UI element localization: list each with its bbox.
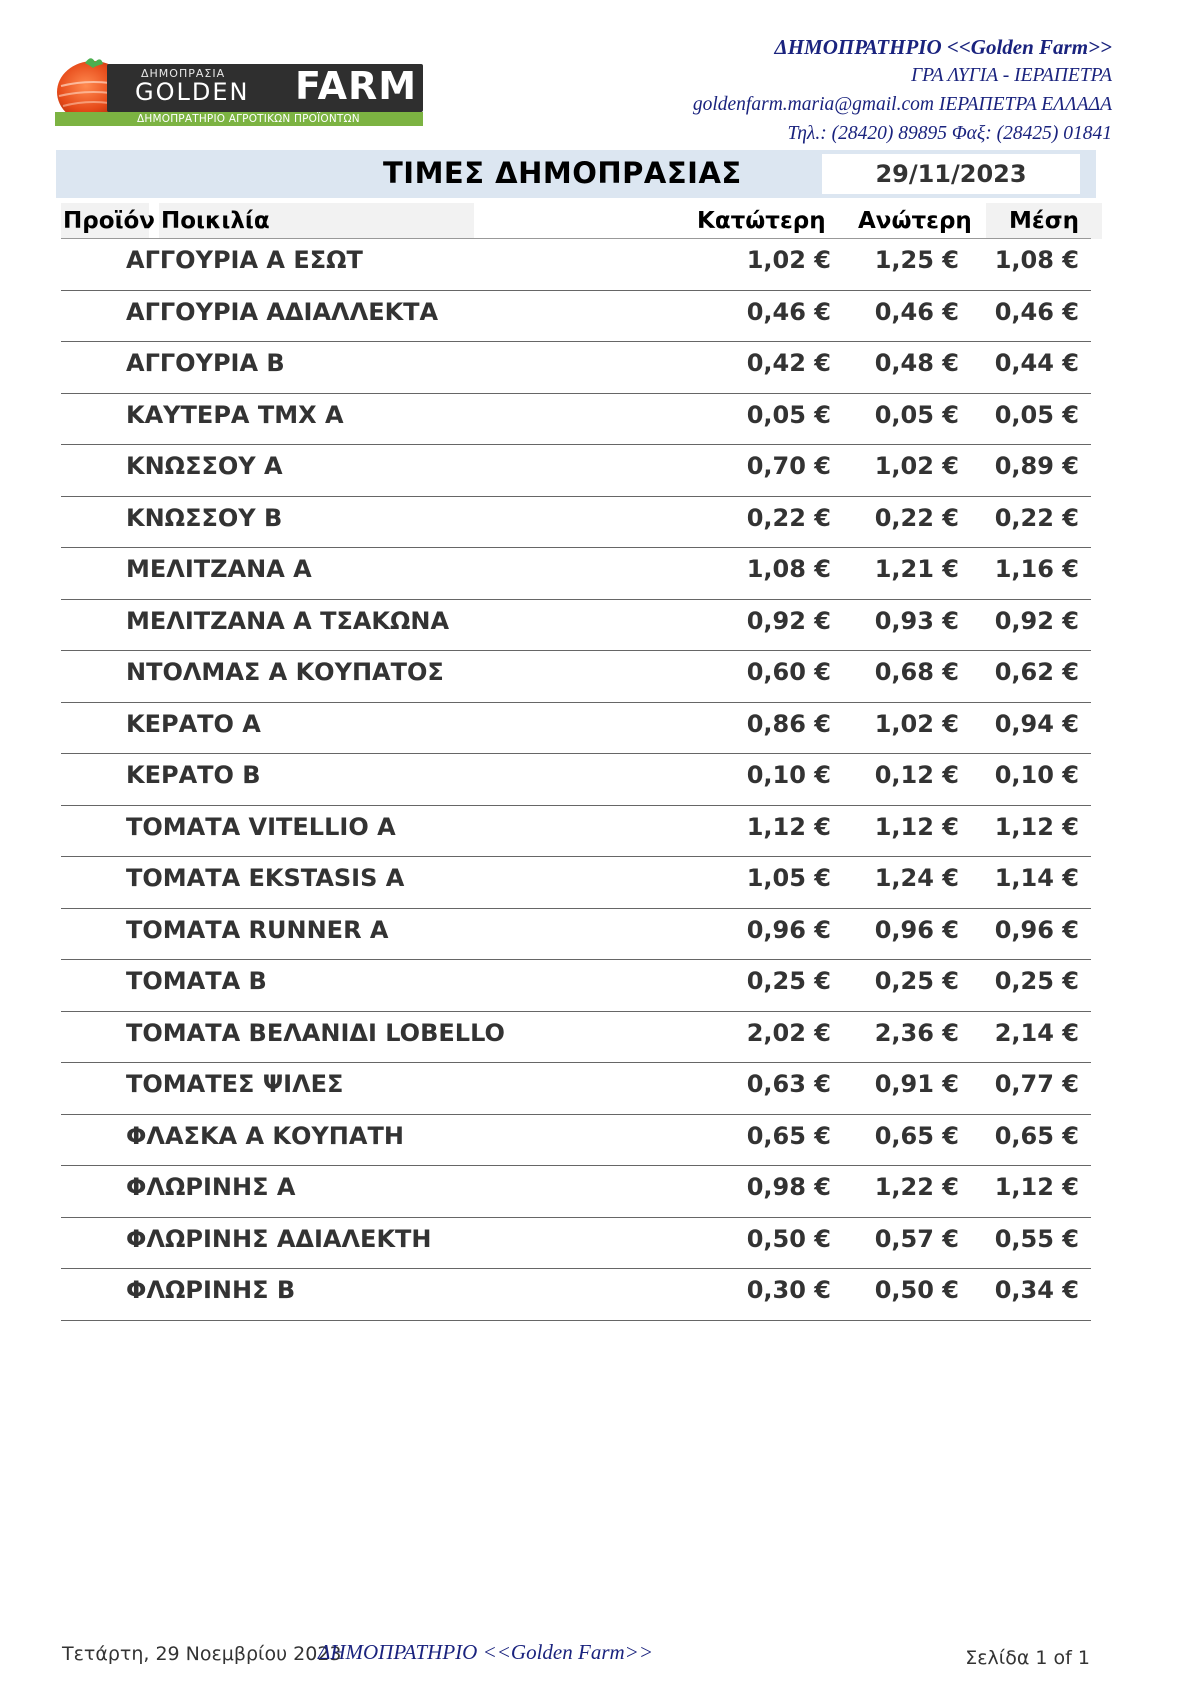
price-low: 0,05 € <box>746 400 831 429</box>
price-high: 1,24 € <box>874 864 959 892</box>
table-row <box>61 1012 1091 1064</box>
table-row <box>61 960 1091 1012</box>
table-row <box>61 548 1091 600</box>
product-name: ΤΟΜΑΤΑ Β <box>126 967 267 995</box>
price-avg: 0,44 € <box>994 349 1079 377</box>
product-name: ΑΓΓΟΥΡΙΑ Β <box>126 349 285 377</box>
table-row <box>61 497 1091 549</box>
table-row <box>61 651 1091 703</box>
price-low: 0,25 € <box>746 967 831 995</box>
product-name: ΤΟΜΑΤΑ EKSTASIS A <box>126 864 405 892</box>
price-high: 0,22 € <box>874 503 959 532</box>
table-row <box>61 1063 1091 1115</box>
price-low: 0,65 € <box>746 1121 831 1150</box>
footer-date: Τετάρτη, 29 Νοεμβρίου 2023 <box>62 1643 342 1665</box>
table-row <box>61 703 1091 755</box>
product-name: ΜΕΛΙΤΖΑΝΑ Α <box>126 555 312 583</box>
price-low: 0,46 € <box>746 297 831 326</box>
price-low: 0,70 € <box>746 452 831 480</box>
price-high: 0,65 € <box>874 1121 959 1150</box>
table-row <box>61 239 1091 291</box>
price-high: 0,93 € <box>874 606 959 635</box>
table-row <box>61 1115 1091 1167</box>
product-name: ΚΕΡΑΤΟ Α <box>126 709 261 738</box>
price-low: 0,63 € <box>746 1070 831 1098</box>
product-name: ΚΝΩΣΣΟΥ Β <box>126 503 283 532</box>
price-low: 0,42 € <box>746 349 831 377</box>
product-name: ΦΛΑΣΚΑ Α ΚΟΥΠΑΤΗ <box>126 1121 404 1150</box>
price-high: 0,50 € <box>874 1276 959 1304</box>
table-row <box>61 806 1091 858</box>
table-row <box>61 1166 1091 1218</box>
product-name: ΚΝΩΣΣΟΥ Α <box>126 452 283 480</box>
price-high: 0,96 € <box>874 915 959 944</box>
logo-farm-word: FARM <box>295 64 418 108</box>
price-avg: 1,12 € <box>994 812 1079 841</box>
price-avg: 2,14 € <box>994 1018 1079 1047</box>
table-row <box>61 1269 1091 1321</box>
price-low: 0,50 € <box>746 1224 831 1253</box>
auction-date: 29/11/2023 <box>822 154 1080 194</box>
price-low: 1,08 € <box>746 555 831 583</box>
price-avg: 0,34 € <box>994 1276 1079 1304</box>
page-title: ΤΙΜΕΣ ΔΗΜΟΠΡΑΣΙΑΣ <box>383 156 742 190</box>
product-name: ΑΓΓΟΥΡΙΑ Α ΕΣΩΤ <box>126 246 363 274</box>
price-low: 0,86 € <box>746 709 831 738</box>
price-avg: 1,16 € <box>994 555 1079 583</box>
product-name: ΤΟΜΑΤΑ ΒΕΛΑΝΙΔΙ LOBELLO <box>126 1018 505 1047</box>
price-table <box>61 239 1091 1321</box>
price-high: 1,02 € <box>874 452 959 480</box>
price-low: 1,05 € <box>746 864 831 892</box>
company-phones: Τηλ.: (28420) 89895 Φαξ: (28425) 01841 <box>787 123 1112 144</box>
price-high: 0,46 € <box>874 297 959 326</box>
price-high: 1,21 € <box>874 555 959 583</box>
product-name: ΦΛΩΡΙΝΗΣ Α <box>126 1173 296 1201</box>
price-avg: 0,62 € <box>994 658 1079 686</box>
price-high: 0,05 € <box>874 400 959 429</box>
product-name: ΝΤΟΛΜΑΣ Α ΚΟΥΠΑΤΟΣ <box>126 658 444 686</box>
product-name: ΜΕΛΙΤΖΑΝΑ Α ΤΣΑΚΩΝΑ <box>126 606 450 635</box>
price-avg: 0,46 € <box>994 297 1079 326</box>
price-low: 2,02 € <box>746 1018 831 1047</box>
price-low: 0,96 € <box>746 915 831 944</box>
price-high: 2,36 € <box>874 1018 959 1047</box>
price-avg: 0,05 € <box>994 400 1079 429</box>
product-name: ΦΛΩΡΙΝΗΣ Β <box>126 1276 296 1304</box>
price-high: 0,57 € <box>874 1224 959 1253</box>
logo-top-word: ΔΗΜΟΠΡΑΣΙΑ <box>141 67 226 80</box>
price-high: 1,22 € <box>874 1173 959 1201</box>
price-avg: 1,14 € <box>994 864 1079 892</box>
company-email: goldenfarm.maria@gmail.com ΙΕΡΑΠΕΤΡΑ ΕΛΛΑΔΑ <box>692 94 1112 115</box>
price-avg: 0,96 € <box>994 915 1079 944</box>
company-logo <box>55 48 423 126</box>
price-avg: 0,55 € <box>994 1224 1079 1253</box>
price-high: 1,25 € <box>874 246 959 274</box>
company-address: ΓΡΑ ΛΥΓΙΑ - ΙΕΡΑΠΕΤΡΑ <box>911 65 1112 86</box>
product-name: ΤΟΜΑΤΑ VITELLIO A <box>126 812 396 841</box>
price-high: 1,02 € <box>874 709 959 738</box>
price-high: 0,68 € <box>874 658 959 686</box>
price-avg: 1,12 € <box>994 1173 1079 1201</box>
price-avg: 0,25 € <box>994 967 1079 995</box>
company-info <box>693 33 1112 148</box>
price-low: 0,92 € <box>746 606 831 635</box>
price-low: 0,10 € <box>746 761 831 789</box>
product-name: ΚΑΥΤΕΡΑ ΤΜΧ Α <box>126 400 344 429</box>
table-row <box>61 754 1091 806</box>
table-row <box>61 342 1091 394</box>
footer-company: ΔΗΜΟΠΡΑΤΗΡΙΟ <<Golden Farm>> <box>318 1640 654 1664</box>
table-row <box>61 909 1091 961</box>
page-number: Σελίδα 1 of 1 <box>965 1647 1090 1669</box>
column-header-avg: Μέση <box>986 203 1102 239</box>
column-header-variety: Ποικιλία <box>159 203 474 239</box>
product-name: ΑΓΓΟΥΡΙΑ ΑΔΙΑΛΛΕΚΤΑ <box>126 297 439 326</box>
table-row <box>61 857 1091 909</box>
price-high: 0,91 € <box>874 1070 959 1098</box>
column-header-product: Προϊόν <box>61 203 149 239</box>
product-name: ΚΕΡΑΤΟ Β <box>126 761 261 789</box>
price-high: 1,12 € <box>874 812 959 841</box>
product-name: ΦΛΩΡΙΝΗΣ ΑΔΙΑΛΕΚΤΗ <box>126 1224 432 1253</box>
product-name: ΤΟΜΑΤΑ RUNNER A <box>126 915 389 944</box>
price-low: 1,02 € <box>746 246 831 274</box>
price-avg: 0,89 € <box>994 452 1079 480</box>
price-avg: 0,22 € <box>994 503 1079 532</box>
price-low: 1,12 € <box>746 812 831 841</box>
column-header-high: Ανώτερη <box>858 203 976 239</box>
price-avg: 0,77 € <box>994 1070 1079 1098</box>
table-row <box>61 394 1091 446</box>
price-high: 0,25 € <box>874 967 959 995</box>
table-row <box>61 1218 1091 1270</box>
price-low: 0,30 € <box>746 1276 831 1304</box>
company-name: ΔΗΜΟΠΡΑΤΗΡΙΟ <<Golden Farm>> <box>774 35 1112 59</box>
table-row <box>61 291 1091 343</box>
price-low: 0,60 € <box>746 658 831 686</box>
price-avg: 0,94 € <box>994 709 1079 738</box>
price-high: 0,12 € <box>874 761 959 789</box>
price-avg: 0,10 € <box>994 761 1079 789</box>
column-header-low: Κατώτερη <box>697 203 833 239</box>
product-name: ΤΟΜΑΤΕΣ ΨΙΛΕΣ <box>126 1070 344 1098</box>
price-avg: 0,92 € <box>994 606 1079 635</box>
price-low: 0,98 € <box>746 1173 831 1201</box>
price-avg: 1,08 € <box>994 246 1079 274</box>
logo-subtitle: ΔΗΜΟΠΡΑΤΗΡΙΟ ΑΓΡΟΤΙΚΩΝ ΠΡΟΪΟΝΤΩΝ <box>137 113 360 125</box>
table-row <box>61 600 1091 652</box>
table-row <box>61 445 1091 497</box>
price-low: 0,22 € <box>746 503 831 532</box>
price-avg: 0,65 € <box>994 1121 1079 1150</box>
logo-golden-word: GOLDEN <box>135 78 250 106</box>
price-high: 0,48 € <box>874 349 959 377</box>
